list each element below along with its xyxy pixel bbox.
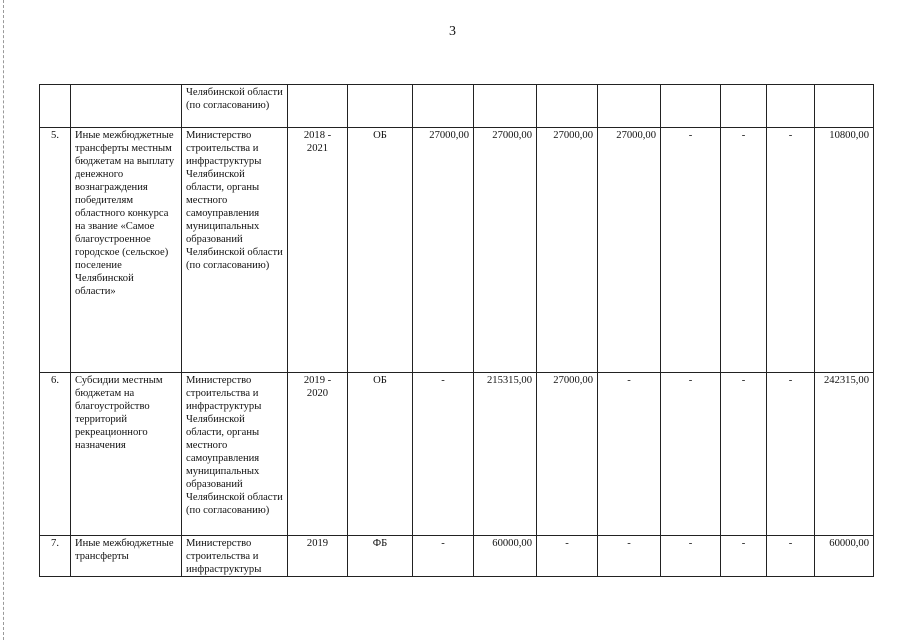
amount-cell: - (767, 373, 815, 536)
amount-cell: - (661, 536, 721, 577)
amount-cell: 27000,00 (537, 373, 598, 536)
amount-cell (767, 85, 815, 128)
row-number-cell: 6. (40, 373, 71, 536)
amount-cell: - (413, 373, 474, 536)
years-cell: 2019 - 2020 (288, 373, 348, 536)
activity-name-cell: Субсидии местным бюджетам на благоустройство территорий рекреационного назначения (71, 373, 182, 536)
amount-cell: - (413, 536, 474, 577)
amount-cell: 27000,00 (474, 128, 537, 373)
table-row (40, 128, 874, 373)
amount-cell (598, 85, 661, 128)
amount-cell: - (661, 128, 721, 373)
amount-cell: - (721, 128, 767, 373)
total-cell: 60000,00 (815, 536, 874, 577)
activity-name-cell: Иные межбюджетные трансферты (71, 536, 182, 577)
funding-source-cell: ОБ (348, 373, 413, 536)
amount-cell: - (721, 536, 767, 577)
executor-cell: Министерство строительства и инфраструктуры Челябинской области, органы местного самоуправления муниципальных образований Челябинской области (по согласованию) (182, 373, 288, 536)
table-row-continuation (40, 85, 874, 128)
amount-cell (474, 85, 537, 128)
amount-cell: 60000,00 (474, 536, 537, 577)
amount-cell: - (661, 373, 721, 536)
page-number: 3 (449, 24, 456, 39)
executor-cell: Челябинской области (по согласованию) (182, 85, 288, 128)
amount-cell (413, 85, 474, 128)
total-cell (815, 85, 874, 128)
table-row (40, 536, 874, 577)
amount-cell: 215315,00 (474, 373, 537, 536)
total-cell: 10800,00 (815, 128, 874, 373)
row-number-cell: 7. (40, 536, 71, 577)
funding-source-cell (348, 85, 413, 128)
activity-name-cell: Иные межбюджетные трансферты местным бюджетам на выплату денежного вознаграждения победителям областного конкурса на звание «Самое благоустроенное городское (сельское) поселение Челябинской области» (71, 128, 182, 373)
amount-cell: 27000,00 (537, 128, 598, 373)
amount-cell (537, 85, 598, 128)
funding-source-cell: ОБ (348, 128, 413, 373)
amount-cell: - (767, 536, 815, 577)
amount-cell: - (721, 373, 767, 536)
program-activities-table (39, 84, 874, 577)
amount-cell: - (767, 128, 815, 373)
funding-source-cell: ФБ (348, 536, 413, 577)
amount-cell: 27000,00 (413, 128, 474, 373)
years-cell: 2018 - 2021 (288, 128, 348, 373)
amount-cell (661, 85, 721, 128)
page-edge-line (3, 0, 4, 640)
amount-cell (721, 85, 767, 128)
amount-cell: 27000,00 (598, 128, 661, 373)
executor-cell: Министерство строительства и инфраструктуры (182, 536, 288, 577)
row-number-cell: 5. (40, 128, 71, 373)
row-number-cell (40, 85, 71, 128)
total-cell: 242315,00 (815, 373, 874, 536)
years-cell (288, 85, 348, 128)
amount-cell: - (598, 373, 661, 536)
amount-cell: - (537, 536, 598, 577)
table-row (40, 373, 874, 536)
years-cell: 2019 (288, 536, 348, 577)
amount-cell: - (598, 536, 661, 577)
activity-name-cell (71, 85, 182, 128)
executor-cell: Министерство строительства и инфраструктуры Челябинской области, органы местного самоуправления муниципальных образований Челябинской области (по согласованию) (182, 128, 288, 373)
